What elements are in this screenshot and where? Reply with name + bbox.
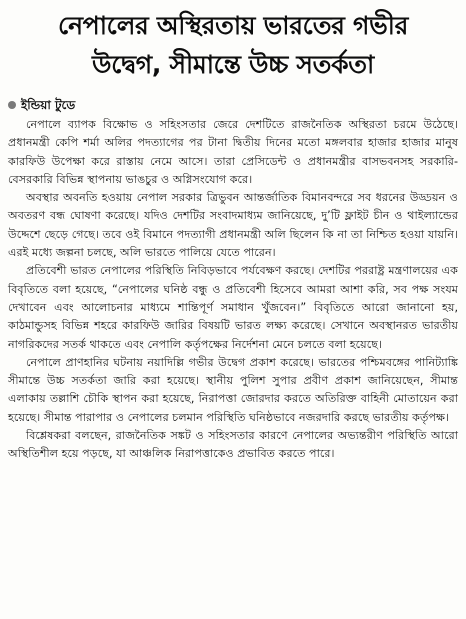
article-paragraph-4: নেপালে প্রাণহানির ঘটনায় নয়াদিল্লি গভীর উদ্বেগ প্রকাশ করেছে। ভারতের পশ্চিমবঙ্গের পানিট্যাঙ্কি সীমান্তে উচ্চ সতর্কতা জারি করা হয়েছে। স্থানীয় পুলিশ সুপার প্রবীণ প্রকাশ জানিয়েছেন, সীমান্ত এলাকায় তল্লাশি চৌকি স্থাপন করা হয়েছে, নিরাপত্তা জোরদার করতে অতিরিক্ত বাহিনী মোতায়েন করা হয়েছে। সীমান্ত পারাপার ও নেপালের চলমান পরিস্থিতি ঘনিষ্ঠভাবে নজরদারি করছে ভারতীয় কর্তৃপক্ষ।	[8, 355, 458, 424]
bullet-icon	[8, 101, 16, 109]
article-paragraph-3: প্রতিবেশী ভারত নেপালের পরিস্থিতি নিবিড়ভাবে পর্যবেক্ষণ করছে। দেশটির পররাষ্ট্র মন্ত্রণালয়ের এক বিবৃতিতে বলা হয়েছে, “নেপালের ঘনিষ্ঠ বন্ধু ও প্রতিবেশী হিসেবে আমরা আশা করি, সব পক্ষ সংযম দেখাবেন এবং আলোচনার মাধ্যমে শান্তিপূর্ণ সমাধান খুঁজবেন।” বিবৃতিতে আরো জানানো হয়, কাঠমান্ডুসহ বিভিন্ন শহরে কারফিউ জারির বিষয়টি ভারত লক্ষ্য করেছে। সেখানে অবস্থানরত ভারতীয় নাগরিকদের সতর্ক থাকতে এবং নেপালি কর্তৃপক্ষের নির্দেশনা মেনে চলতে বলা হয়েছে।	[8, 264, 458, 351]
article-body	[8, 116, 458, 464]
headline-line-2: উদ্বেগ, সীমান্তে উচ্চ সতর্কতা	[92, 50, 374, 79]
source-name: ইন্ডিয়া টুডে	[21, 98, 76, 112]
article-paragraph-5: বিশ্লেষকরা বলছেন, রাজনৈতিক সঙ্কট ও সহিংসতার কারণে নেপালের অভ্যন্তরীণ পরিস্থিতি আরো অস্থিতিশীল হয়ে পড়ছে, যা আঞ্চলিক নিরাপত্তাকেও প্রভাবিত করতে পারে।	[8, 429, 458, 461]
article-paragraph-1: নেপালে ব্যাপক বিক্ষোভ ও সহিংসতার জেরে দেশটিতে রাজনৈতিক অস্থিরতা চরমে উঠেছে। প্রধানমন্ত্রী কেপি শর্মা অলির পদত্যাগের পর টানা দ্বিতীয় দিনের মতো মঙ্গলবার হাজার হাজার মানুষ কারফিউ উপেক্ষা করে রাস্তায় নেমে আসে। তারা প্রেসিডেন্ট ও প্রধানমন্ত্রীর বাসভবনসহ সরকারি-বেসরকারি বিভিন্ন স্থাপনায় ভাঙচুর ও অগ্নিসংযোগ করে।	[8, 118, 458, 186]
article-source	[8, 96, 75, 114]
headline-line-1: নেপালের অস্থিরতায় ভারতের গভীর	[57, 11, 409, 40]
article-headline	[8, 6, 458, 84]
article-paragraph-2: অবস্থার অবনতি হওয়ায় নেপাল সরকার ত্রিভুবন আন্তর্জাতিক বিমানবন্দরে সব ধরনের উড্ডয়ন ও অবতরণ বন্ধ ঘোষণা করেছে। যদিও দেশটির সংবাদমাধ্যম জানিয়েছে, দু’টি ফ্লাইট চীন ও থাইল্যান্ডের উদ্দেশে ছেড়ে গেছে। তবে ওই বিমানে পদত্যাগী প্রধানমন্ত্রী অলি ছিলেন কি না তা নিশ্চিত হওয়া যায়নি। এরই মধ্যে জল্পনা চলছে, অলি ভারতে পালিয়ে যেতে পারেন।	[8, 191, 458, 260]
